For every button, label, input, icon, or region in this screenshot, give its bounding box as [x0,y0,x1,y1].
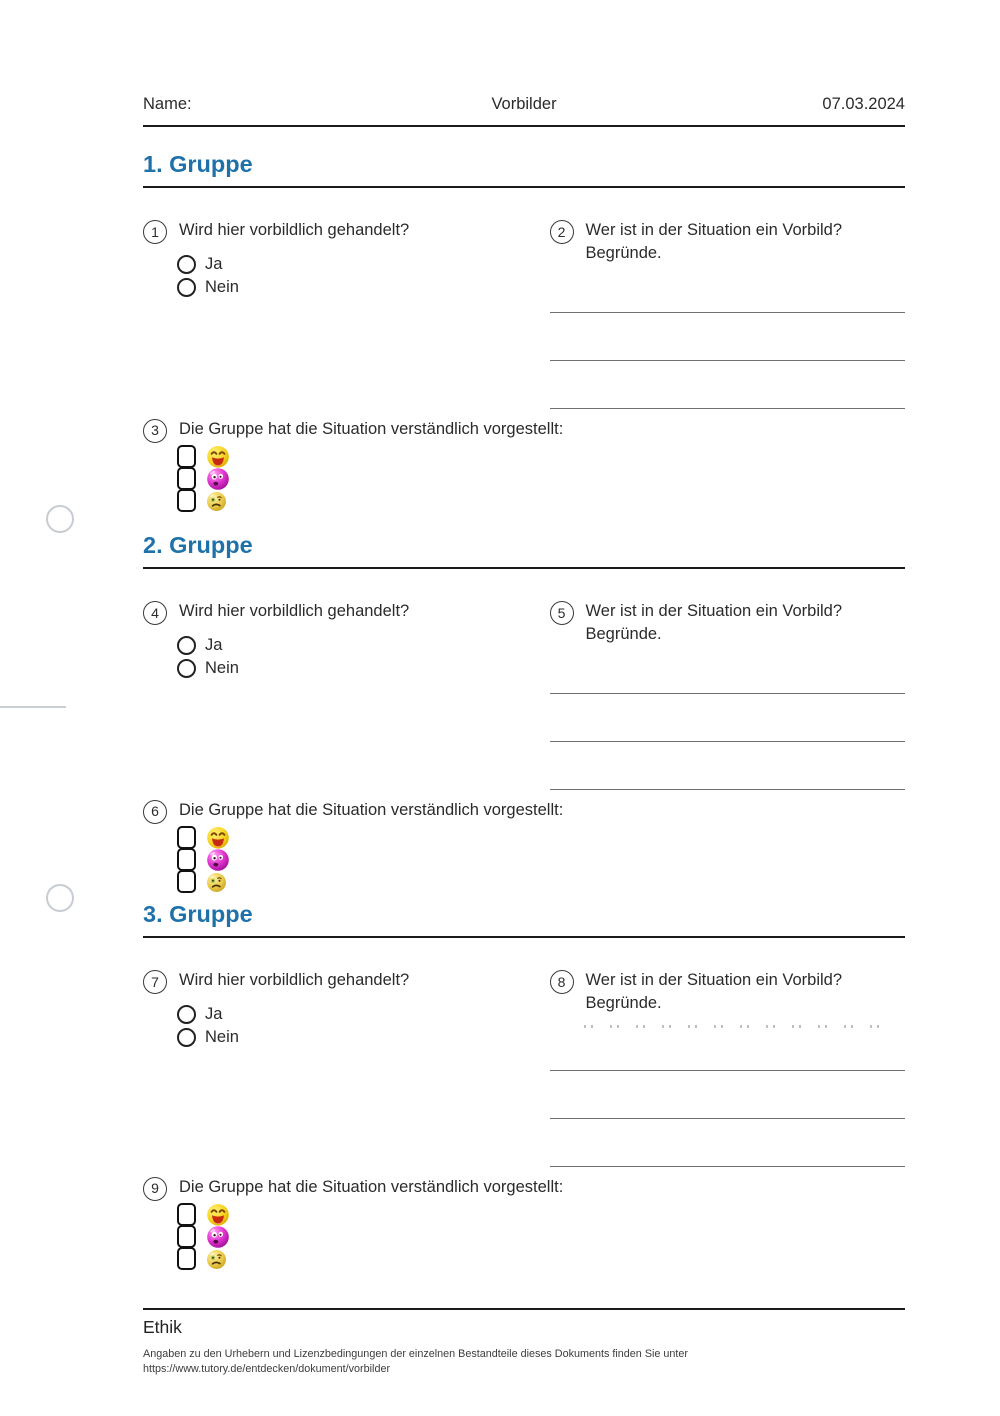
answer-area [550,312,906,409]
rating-row-medium [177,468,905,490]
section-title: 1. Gruppe [143,150,905,188]
answer-line[interactable] [550,312,906,313]
question-vorbild-block [550,600,906,790]
question-text-line-1: Wer ist in der Situation ein Vorbild? [585,602,842,621]
option-ja-label: Ja [205,255,223,274]
rating-checkbox-medium[interactable] [177,848,196,871]
radio-group [177,254,499,298]
license-line-1: Angaben zu den Urhebern und Lizenzbedingungen der einzelnen Bestandteile dieses Dokuments finden Sie unter [143,1348,689,1360]
question-number-badge: 3 [143,419,167,443]
option-ja-label: Ja [205,1005,223,1024]
page-footer [143,1308,905,1376]
question-text-line-1: Wer ist in der Situation ein Vorbild? [585,971,842,990]
rating-checkbox-good[interactable] [177,445,196,468]
question-text-line-2: Begründe. [585,624,662,643]
rating-checkbox-medium[interactable] [177,1225,196,1248]
question-vorgestellt-block [143,799,905,893]
clipped-text-artifact [584,1025,884,1028]
rating-scale [177,446,905,512]
question-text-line-1: Wer ist in der Situation ein Vorbild? [585,221,842,240]
question-text [586,219,843,265]
question-text: Die Gruppe hat die Situation verständlich vorgestellt: [179,1177,564,1196]
hole-punch-mark [46,884,74,912]
section-title: 2. Gruppe [143,531,905,569]
margin-fold-mark [0,706,66,708]
laughing-face-emoji [206,1203,230,1227]
question-number-badge: 8 [550,970,574,994]
pink-surprised-face-emoji [206,467,230,491]
question-vorgestellt-block [143,418,905,512]
question-number-badge: 9 [143,1177,167,1201]
option-ja[interactable] [177,1004,499,1025]
question-text: Wird hier vorbildlich gehandelt? [179,221,410,240]
rating-row-bad [177,1248,905,1270]
question-number-badge: 7 [143,970,167,994]
option-nein-label: Nein [205,278,239,297]
license-line-2: https://www.tutory.de/entdecken/dokument/vorbilder [143,1362,391,1375]
rating-scale [177,1204,905,1270]
answer-line[interactable] [550,1166,906,1167]
question-vorgestellt-block [143,1176,905,1270]
answer-line[interactable] [550,408,906,409]
radio-button-ja[interactable] [177,636,196,655]
license-note [143,1347,905,1376]
option-nein[interactable] [177,658,499,679]
rating-checkbox-medium[interactable] [177,467,196,490]
question-text-line-2: Begründe. [585,993,662,1012]
pink-surprised-face-emoji [206,1225,230,1249]
option-ja[interactable] [177,254,499,275]
hole-punch-mark [46,505,74,533]
question-text: Wird hier vorbildlich gehandelt? [179,971,410,990]
rating-row-good [177,1204,905,1226]
radio-button-nein[interactable] [177,278,196,297]
question-vorbild-block [550,969,906,1167]
pink-surprised-face-emoji [206,848,230,872]
subject-label: Ethik [143,1317,182,1337]
rating-row-medium [177,1226,905,1248]
answer-area [550,693,906,790]
radio-button-nein[interactable] [177,659,196,678]
option-nein-label: Nein [205,659,239,678]
radio-button-ja[interactable] [177,255,196,274]
name-label: Name: [143,95,192,113]
question-text: Die Gruppe hat die Situation verständlich vorgestellt: [179,800,564,819]
question-text: Wird hier vorbildlich gehandelt? [179,602,410,621]
rating-row-good [177,827,905,849]
answer-line[interactable] [550,741,906,742]
laughing-face-emoji [206,445,230,469]
worried-face-emoji [206,491,227,512]
option-nein[interactable] [177,1027,499,1048]
rating-checkbox-bad[interactable] [177,1247,196,1270]
question-number-badge: 2 [550,220,574,244]
rating-checkbox-bad[interactable] [177,489,196,512]
section-gruppe-2 [143,531,905,893]
option-nein[interactable] [177,277,499,298]
question-text [586,600,843,646]
rating-checkbox-good[interactable] [177,826,196,849]
question-number-badge: 1 [143,220,167,244]
rating-checkbox-bad[interactable] [177,870,196,893]
question-text: Die Gruppe hat die Situation verständlich vorgestellt: [179,419,564,438]
question-handeln-block [143,219,499,409]
question-handeln-block [143,969,499,1167]
rating-row-bad [177,871,905,893]
section-gruppe-1 [143,150,905,512]
question-number-badge: 4 [143,601,167,625]
answer-line[interactable] [550,789,906,790]
worried-face-emoji [206,872,227,893]
option-ja[interactable] [177,635,499,656]
answer-area [550,1070,906,1167]
rating-checkbox-good[interactable] [177,1203,196,1226]
answer-line[interactable] [550,1070,906,1071]
laughing-face-emoji [206,826,230,850]
option-ja-label: Ja [205,636,223,655]
rating-row-bad [177,490,905,512]
rating-scale [177,827,905,893]
question-vorbild-block [550,219,906,409]
question-handeln-block [143,600,499,790]
page-header [143,95,905,127]
answer-line[interactable] [550,360,906,361]
section-title: 3. Gruppe [143,900,905,938]
answer-line[interactable] [550,693,906,694]
question-text-line-2: Begründe. [585,243,662,262]
radio-group [177,635,499,679]
question-number-badge: 6 [143,800,167,824]
document-title: Vorbilder [491,95,557,113]
date-label: 07.03.2024 [822,95,905,113]
worried-face-emoji [206,1249,227,1270]
rating-row-medium [177,849,905,871]
question-text [586,969,843,1015]
section-gruppe-3 [143,900,905,1270]
question-number-badge: 5 [550,601,574,625]
radio-group [177,1004,499,1048]
answer-line[interactable] [550,1118,906,1119]
radio-button-nein[interactable] [177,1028,196,1047]
radio-button-ja[interactable] [177,1005,196,1024]
option-nein-label: Nein [205,1028,239,1047]
rating-row-good [177,446,905,468]
